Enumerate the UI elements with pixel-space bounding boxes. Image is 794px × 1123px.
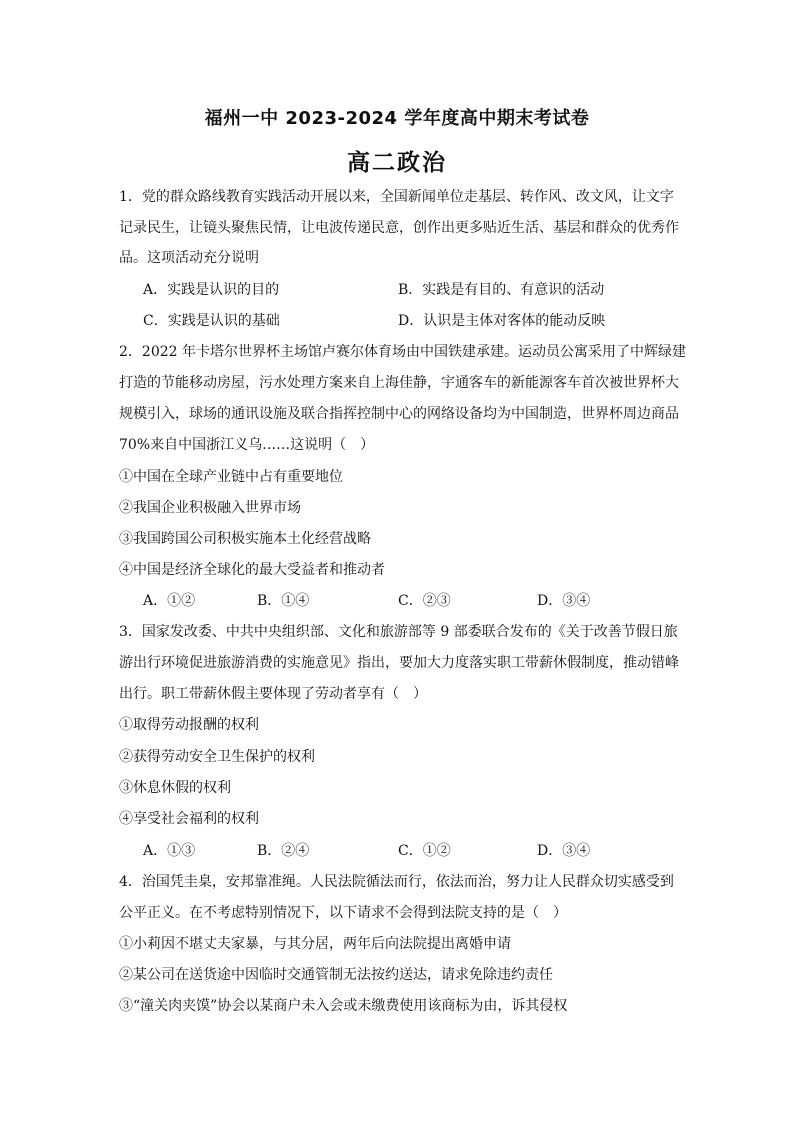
question-4-line-1: 4．治国凭圭臬，安邦靠准绳。人民法院循法而行，依法而治，努力让人民群众切实感受到 bbox=[119, 874, 674, 890]
exam-title: 福州一中 2023-2024 学年度高中期末考试卷 bbox=[204, 108, 590, 129]
question-2-line-3: 规模引入，球场的通讯设施及联合指挥控制中心的网络设备均为中国制造，世界杯周边商品 bbox=[119, 406, 679, 422]
question-3-option-d: D．③④ bbox=[537, 843, 591, 859]
question-1-option-b: B．实践是有目的、有意识的活动 bbox=[398, 282, 605, 298]
question-2-statement-2: ②我国企业积极融入世界市场 bbox=[119, 500, 301, 516]
question-3-statement-2: ②获得劳动安全卫生保护的权利 bbox=[119, 749, 315, 765]
question-1-line-1: 1．党的群众路线教育实践活动开展以来，全国新闻单位走基层、转作风、改文风，让文字 bbox=[119, 189, 674, 205]
question-2-statement-3: ③我国跨国公司积极实施本土化经营战略 bbox=[119, 531, 371, 547]
question-2-option-c: C．②③ bbox=[398, 593, 451, 609]
question-4-statement-2: ②某公司在送货途中因临时交通管制无法按约送达，请求免除违约责任 bbox=[119, 967, 553, 983]
question-2-option-d: D．③④ bbox=[537, 593, 591, 609]
question-3-line-3: 出行。职工带薪休假主要体现了劳动者享有（ ） bbox=[119, 686, 427, 702]
question-2-line-4: 70%来自中国浙江义乌……这说明（ ） bbox=[119, 437, 375, 453]
question-4-line-2: 公平正义。在不考虑特别情况下，以下请求不会得到法院支持的是（ ） bbox=[119, 905, 567, 921]
question-3-statement-4: ④享受社会福利的权利 bbox=[119, 811, 259, 827]
question-1-option-d: D．认识是主体对客体的能动反映 bbox=[398, 313, 606, 329]
question-2-line-2: 打造的节能移动房屋，污水处理方案来自上海佳静，宇通客车的新能源客车首次被世界杯大 bbox=[119, 375, 679, 391]
question-4-statement-1: ①小莉因不堪丈夫家暴，与其分居，两年后向法院提出离婚申请 bbox=[119, 936, 511, 952]
question-3-option-a: A．①③ bbox=[143, 843, 196, 859]
question-3-line-2: 游出行环境促进旅游消费的实施意见》指出，要加大力度落实职工带薪休假制度，推动错峰 bbox=[119, 655, 679, 671]
question-1-line-2: 记录民生，让镜头聚焦民情，让电波传递民意，创作出更多贴近生活、基层和群众的优秀作 bbox=[119, 220, 679, 236]
question-2-option-b: B．①④ bbox=[257, 593, 310, 609]
question-2-statement-4: ④中国是经济全球化的最大受益者和推动者 bbox=[119, 562, 385, 578]
subject-title: 高二政治 bbox=[347, 150, 447, 176]
question-3-option-b: B．②④ bbox=[257, 843, 310, 859]
question-3-statement-3: ③休息休假的权利 bbox=[119, 780, 231, 796]
question-1-line-3: 品。这项活动充分说明 bbox=[119, 250, 259, 266]
question-3-statement-1: ①取得劳动报酬的权利 bbox=[119, 717, 259, 733]
question-1-option-a: A．实践是认识的目的 bbox=[143, 282, 280, 298]
question-2-line-1: 2．2022 年卡塔尔世界杯主场馆卢赛尔体育场由中国铁建承建。运动员公寓采用了中辉绿建 bbox=[119, 344, 686, 360]
question-3-option-c: C．①② bbox=[398, 843, 451, 859]
question-3-line-1: 3．国家发改委、中共中央组织部、文化和旅游部等 9 部委联合发布的《关于改善节假日旅 bbox=[119, 624, 678, 640]
question-2-statement-1: ①中国在全球产业链中占有重要地位 bbox=[119, 469, 343, 485]
question-1-option-c: C．实践是认识的基础 bbox=[143, 313, 280, 329]
question-4-statement-3: ③“潼关肉夹馍”协会以某商户未入会或未缴费使用该商标为由，诉其侵权 bbox=[119, 998, 568, 1014]
question-2-option-a: A．①② bbox=[143, 593, 196, 609]
